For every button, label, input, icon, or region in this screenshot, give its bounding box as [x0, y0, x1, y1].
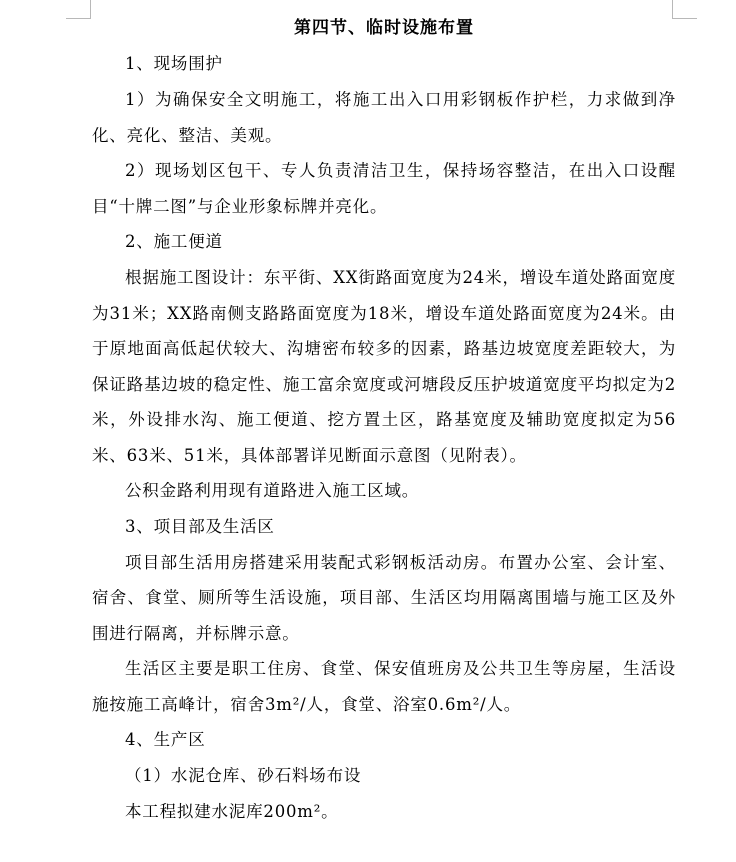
paragraph-cement-warehouse-area: 本工程拟建水泥库200m²。 — [125, 801, 339, 821]
paragraph-living-facilities: 生活区主要是职工住房、食堂、保安值班房及公共卫生等房屋，生活设施按施工高峰计，宿舍3m²/人，食堂、浴室0.6m²/人。 — [92, 659, 676, 714]
page-corner-mark-left — [66, 0, 91, 19]
paragraph-road-design: 根据施工图设计：东平街、XX街路面宽度为24米，增设车道处路面宽度为31米；XX路南侧支路路面宽度为18米，增设车道处路面宽度为24米。由于原地面高低起伏较大、沟塘密布较多的因素，路基边坡宽度差距较大，为保证路基边坡的稳定性、施工富余宽度或河塘段反压护坡道宽度平均拟定为2米，外设排水沟、施工便道、挖方置土区，路基宽度及辅助宽度拟定为56米、63米、51米，具体部署详见断面示意图（见附表）。 — [92, 268, 676, 465]
paragraph-road-access: 公积金路利用现有道路进入施工区域。 — [125, 481, 420, 500]
section-heading-site-enclosure: 1、现场围护 — [125, 54, 223, 73]
paragraph-living-housing: 项目部生活用房搭建采用装配式彩钢板活动房。布置办公室、会计室、宿舍、食堂、厕所等生活设施，项目部、生活区均用隔离围墙与施工区及外围进行隔离，并标牌示意。 — [92, 552, 676, 643]
document-title: 第四节、临时设施布置 — [294, 18, 474, 38]
document-page — [92, 10, 676, 829]
section-heading-project-living-area: 3、项目部及生活区 — [125, 516, 275, 536]
paragraph-cement-warehouse-heading: （1）水泥仓库、砂石料场布设 — [125, 766, 362, 785]
paragraph-enclosure-2: 2）现场划区包干、专人负责清洁卫生，保持场容整洁，在出入口设醒目“十牌二图”与企业形象标牌并亮化。 — [92, 161, 676, 216]
paragraph-enclosure-1: 1）为确保安全文明施工，将施工出入口用彩钢板作护栏，力求做到净化、亮化、整洁、美观。 — [92, 90, 676, 145]
section-heading-construction-road: 2、施工便道 — [125, 232, 223, 251]
section-heading-production-area: 4、生产区 — [125, 730, 206, 749]
